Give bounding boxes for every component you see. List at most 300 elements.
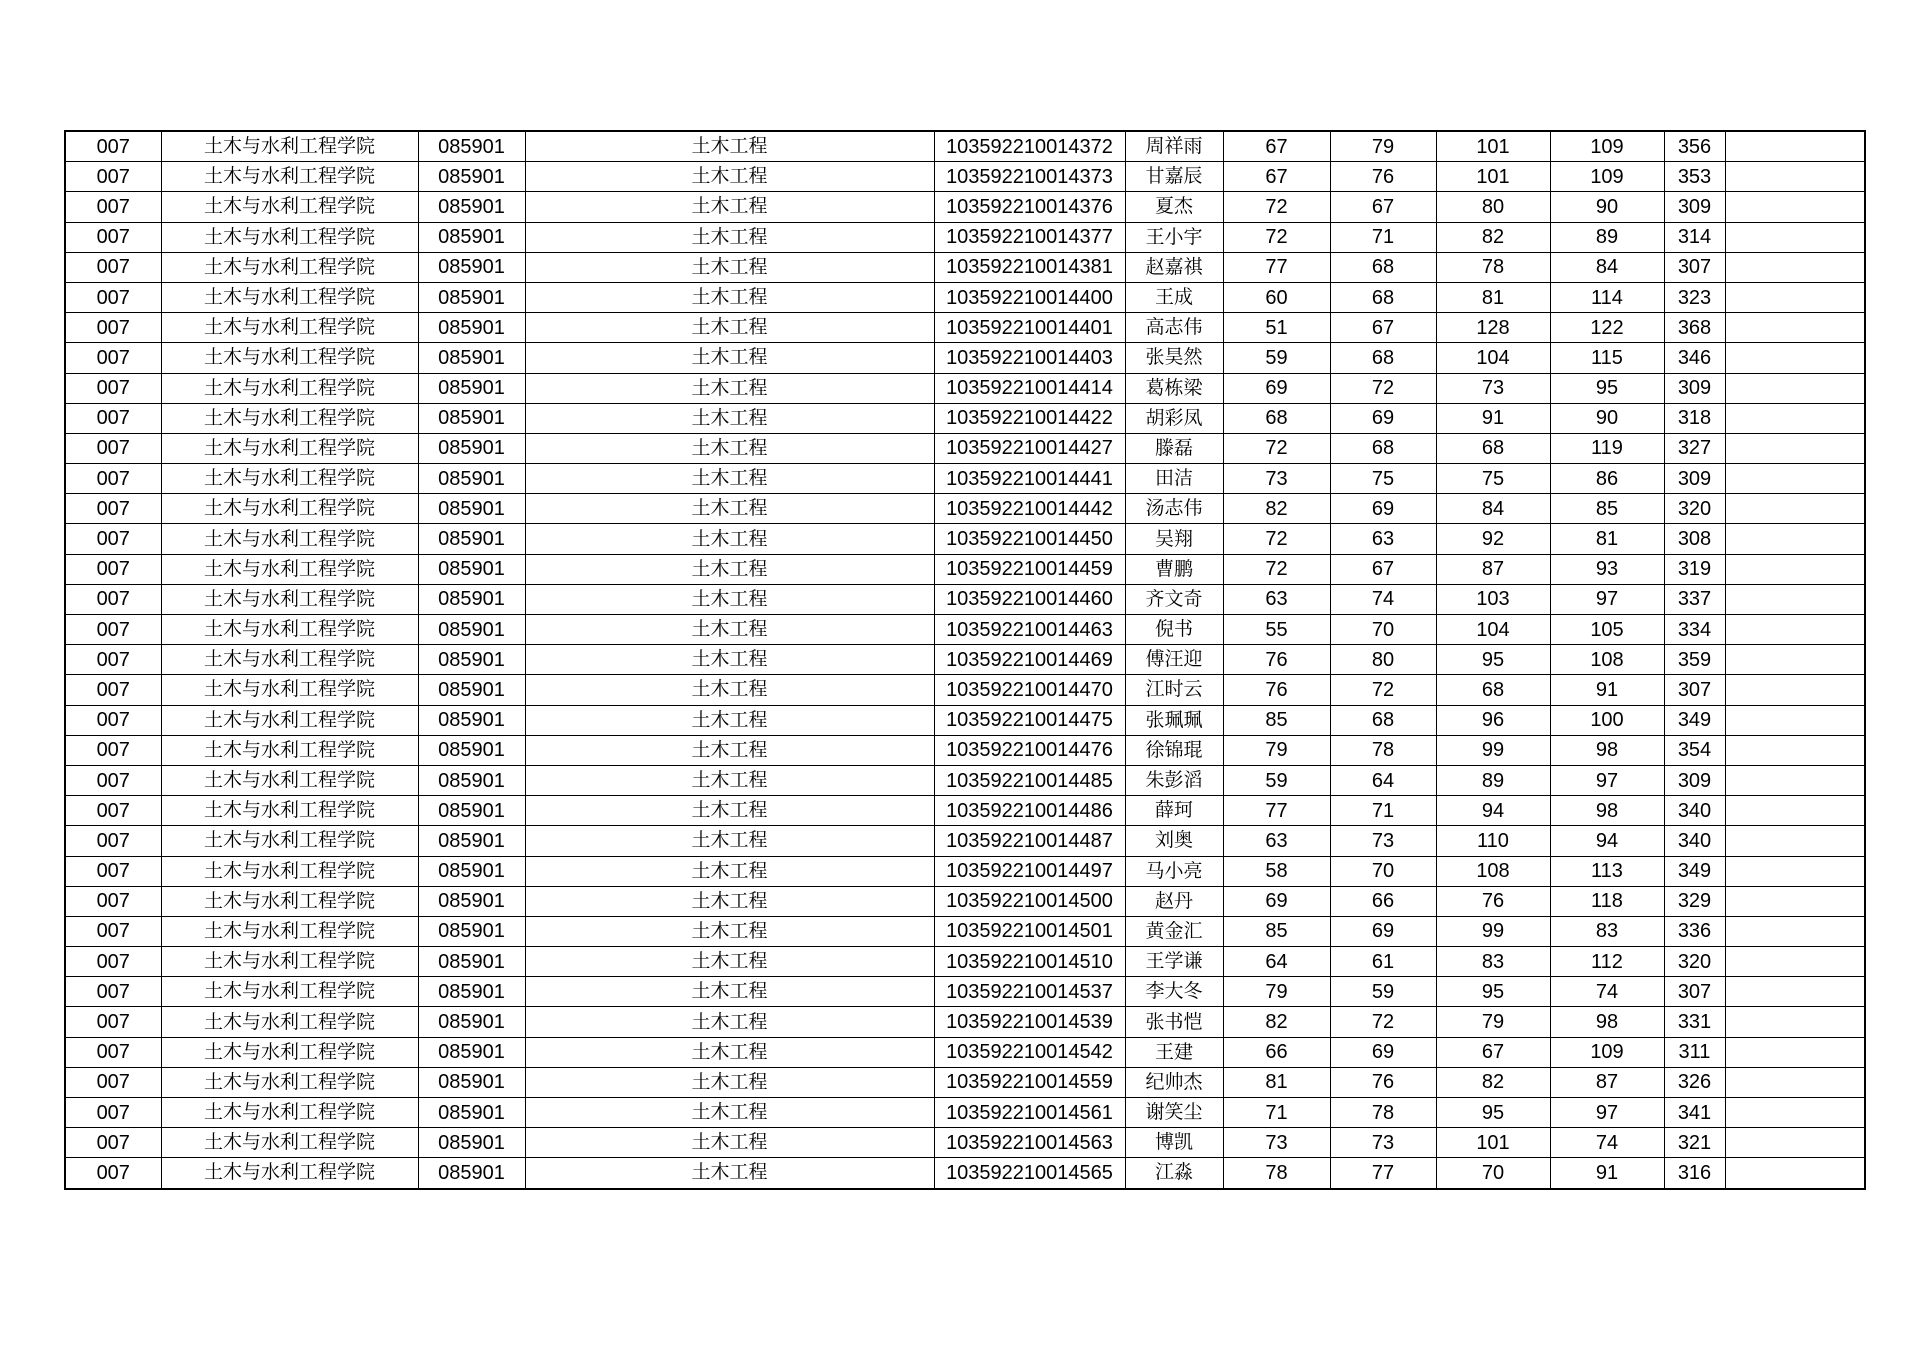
student-name-cell: 田洁 — [1125, 464, 1223, 494]
total-score-cell: 309 — [1664, 464, 1725, 494]
student-name-cell: 朱彭滔 — [1125, 765, 1223, 795]
score-4-cell: 84 — [1550, 252, 1664, 282]
score-2-cell: 69 — [1330, 494, 1436, 524]
major-name-cell: 土木工程 — [525, 856, 934, 886]
score-1-cell: 82 — [1223, 1007, 1330, 1037]
score-4-cell: 105 — [1550, 615, 1664, 645]
exam-id-cell: 103592210014476 — [934, 735, 1125, 765]
table-row — [65, 796, 1865, 826]
student-name-cell: 李大冬 — [1125, 977, 1223, 1007]
remarks-cell — [1725, 313, 1865, 343]
college-name-cell: 土木与水利工程学院 — [161, 584, 418, 614]
college-code-cell: 007 — [65, 252, 161, 282]
college-code-cell: 007 — [65, 645, 161, 675]
student-name-cell: 葛栋梁 — [1125, 373, 1223, 403]
total-score-cell: 320 — [1664, 947, 1725, 977]
major-name-cell: 土木工程 — [525, 584, 934, 614]
student-name-cell: 张书恺 — [1125, 1007, 1223, 1037]
score-1-cell: 64 — [1223, 947, 1330, 977]
table-row — [65, 162, 1865, 192]
score-4-cell: 83 — [1550, 916, 1664, 946]
college-name-cell: 土木与水利工程学院 — [161, 1007, 418, 1037]
score-3-cell: 91 — [1436, 403, 1550, 433]
student-name-cell: 滕磊 — [1125, 433, 1223, 463]
major-code-cell: 085901 — [418, 1158, 525, 1189]
major-name-cell: 土木工程 — [525, 977, 934, 1007]
student-name-cell: 周祥雨 — [1125, 131, 1223, 162]
score-1-cell: 63 — [1223, 584, 1330, 614]
major-code-cell: 085901 — [418, 1128, 525, 1158]
total-score-cell: 321 — [1664, 1128, 1725, 1158]
college-code-cell: 007 — [65, 1128, 161, 1158]
major-code-cell: 085901 — [418, 282, 525, 312]
college-code-cell: 007 — [65, 373, 161, 403]
major-code-cell: 085901 — [418, 645, 525, 675]
major-code-cell: 085901 — [418, 313, 525, 343]
table-row — [65, 735, 1865, 765]
student-name-cell: 傅汪迎 — [1125, 645, 1223, 675]
table-row — [65, 1067, 1865, 1097]
score-4-cell: 98 — [1550, 1007, 1664, 1037]
major-code-cell: 085901 — [418, 584, 525, 614]
score-3-cell: 104 — [1436, 343, 1550, 373]
exam-id-cell: 103592210014486 — [934, 796, 1125, 826]
student-name-cell: 高志伟 — [1125, 313, 1223, 343]
total-score-cell: 368 — [1664, 313, 1725, 343]
major-code-cell: 085901 — [418, 222, 525, 252]
exam-id-cell: 103592210014539 — [934, 1007, 1125, 1037]
major-name-cell: 土木工程 — [525, 192, 934, 222]
student-name-cell: 王学谦 — [1125, 947, 1223, 977]
table-row — [65, 1007, 1865, 1037]
score-3-cell: 99 — [1436, 735, 1550, 765]
score-3-cell: 108 — [1436, 856, 1550, 886]
student-name-cell: 刘奥 — [1125, 826, 1223, 856]
college-code-cell: 007 — [65, 765, 161, 795]
major-code-cell: 085901 — [418, 947, 525, 977]
exam-id-cell: 103592210014372 — [934, 131, 1125, 162]
score-4-cell: 115 — [1550, 343, 1664, 373]
college-name-cell: 土木与水利工程学院 — [161, 313, 418, 343]
score-3-cell: 83 — [1436, 947, 1550, 977]
college-name-cell: 土木与水利工程学院 — [161, 252, 418, 282]
score-4-cell: 90 — [1550, 403, 1664, 433]
table-row — [65, 403, 1865, 433]
remarks-cell — [1725, 373, 1865, 403]
score-1-cell: 85 — [1223, 705, 1330, 735]
total-score-cell: 349 — [1664, 705, 1725, 735]
student-name-cell: 博凯 — [1125, 1128, 1223, 1158]
exam-id-cell: 103592210014459 — [934, 554, 1125, 584]
remarks-cell — [1725, 615, 1865, 645]
exam-id-cell: 103592210014469 — [934, 645, 1125, 675]
college-name-cell: 土木与水利工程学院 — [161, 735, 418, 765]
exam-id-cell: 103592210014376 — [934, 192, 1125, 222]
major-code-cell: 085901 — [418, 252, 525, 282]
score-1-cell: 67 — [1223, 162, 1330, 192]
remarks-cell — [1725, 494, 1865, 524]
table-row — [65, 343, 1865, 373]
college-name-cell: 土木与水利工程学院 — [161, 916, 418, 946]
major-code-cell: 085901 — [418, 675, 525, 705]
student-name-cell: 曹鹏 — [1125, 554, 1223, 584]
major-name-cell: 土木工程 — [525, 554, 934, 584]
exam-id-cell: 103592210014563 — [934, 1128, 1125, 1158]
student-name-cell: 倪书 — [1125, 615, 1223, 645]
score-2-cell: 73 — [1330, 1128, 1436, 1158]
score-2-cell: 69 — [1330, 1037, 1436, 1067]
score-2-cell: 69 — [1330, 403, 1436, 433]
score-2-cell: 61 — [1330, 947, 1436, 977]
exam-id-cell: 103592210014441 — [934, 464, 1125, 494]
major-code-cell: 085901 — [418, 162, 525, 192]
college-code-cell: 007 — [65, 554, 161, 584]
exam-id-cell: 103592210014487 — [934, 826, 1125, 856]
major-name-cell: 土木工程 — [525, 464, 934, 494]
score-1-cell: 72 — [1223, 524, 1330, 554]
major-name-cell: 土木工程 — [525, 826, 934, 856]
remarks-cell — [1725, 252, 1865, 282]
score-3-cell: 101 — [1436, 162, 1550, 192]
college-code-cell: 007 — [65, 886, 161, 916]
college-code-cell: 007 — [65, 977, 161, 1007]
score-1-cell: 59 — [1223, 765, 1330, 795]
exam-id-cell: 103592210014460 — [934, 584, 1125, 614]
score-2-cell: 78 — [1330, 1098, 1436, 1128]
college-code-cell: 007 — [65, 524, 161, 554]
score-1-cell: 73 — [1223, 464, 1330, 494]
total-score-cell: 308 — [1664, 524, 1725, 554]
college-name-cell: 土木与水利工程学院 — [161, 977, 418, 1007]
score-4-cell: 87 — [1550, 1067, 1664, 1097]
major-name-cell: 土木工程 — [525, 222, 934, 252]
major-name-cell: 土木工程 — [525, 796, 934, 826]
major-code-cell: 085901 — [418, 796, 525, 826]
remarks-cell — [1725, 645, 1865, 675]
major-code-cell: 085901 — [418, 494, 525, 524]
total-score-cell: 307 — [1664, 675, 1725, 705]
major-code-cell: 085901 — [418, 1067, 525, 1097]
remarks-cell — [1725, 796, 1865, 826]
score-1-cell: 58 — [1223, 856, 1330, 886]
college-name-cell: 土木与水利工程学院 — [161, 343, 418, 373]
table-row — [65, 313, 1865, 343]
college-name-cell: 土木与水利工程学院 — [161, 1158, 418, 1189]
major-name-cell: 土木工程 — [525, 252, 934, 282]
college-code-cell: 007 — [65, 313, 161, 343]
remarks-cell — [1725, 1128, 1865, 1158]
score-3-cell: 67 — [1436, 1037, 1550, 1067]
score-1-cell: 68 — [1223, 403, 1330, 433]
total-score-cell: 349 — [1664, 856, 1725, 886]
score-2-cell: 68 — [1330, 433, 1436, 463]
score-4-cell: 86 — [1550, 464, 1664, 494]
score-1-cell: 72 — [1223, 554, 1330, 584]
exam-id-cell: 103592210014414 — [934, 373, 1125, 403]
exam-id-cell: 103592210014565 — [934, 1158, 1125, 1189]
major-name-cell: 土木工程 — [525, 433, 934, 463]
college-name-cell: 土木与水利工程学院 — [161, 554, 418, 584]
student-name-cell: 张珮珮 — [1125, 705, 1223, 735]
table-row — [65, 222, 1865, 252]
remarks-cell — [1725, 1158, 1865, 1189]
score-2-cell: 71 — [1330, 222, 1436, 252]
major-name-cell: 土木工程 — [525, 403, 934, 433]
score-3-cell: 84 — [1436, 494, 1550, 524]
college-name-cell: 土木与水利工程学院 — [161, 886, 418, 916]
table-body — [65, 131, 1865, 1189]
student-name-cell: 赵嘉祺 — [1125, 252, 1223, 282]
score-1-cell: 55 — [1223, 615, 1330, 645]
score-2-cell: 69 — [1330, 916, 1436, 946]
exam-id-cell: 103592210014427 — [934, 433, 1125, 463]
total-score-cell: 354 — [1664, 735, 1725, 765]
score-2-cell: 67 — [1330, 554, 1436, 584]
exam-id-cell: 103592210014497 — [934, 856, 1125, 886]
total-score-cell: 309 — [1664, 373, 1725, 403]
table-row — [65, 282, 1865, 312]
remarks-cell — [1725, 886, 1865, 916]
remarks-cell — [1725, 1067, 1865, 1097]
score-1-cell: 85 — [1223, 916, 1330, 946]
score-1-cell: 78 — [1223, 1158, 1330, 1189]
remarks-cell — [1725, 403, 1865, 433]
exam-id-cell: 103592210014401 — [934, 313, 1125, 343]
total-score-cell: 316 — [1664, 1158, 1725, 1189]
remarks-cell — [1725, 464, 1865, 494]
total-score-cell: 323 — [1664, 282, 1725, 312]
score-4-cell: 109 — [1550, 1037, 1664, 1067]
score-2-cell: 74 — [1330, 584, 1436, 614]
score-4-cell: 109 — [1550, 131, 1664, 162]
college-name-cell: 土木与水利工程学院 — [161, 131, 418, 162]
exam-id-cell: 103592210014450 — [934, 524, 1125, 554]
major-code-cell: 085901 — [418, 856, 525, 886]
remarks-cell — [1725, 675, 1865, 705]
remarks-cell — [1725, 282, 1865, 312]
score-2-cell: 68 — [1330, 705, 1436, 735]
score-4-cell: 97 — [1550, 765, 1664, 795]
college-code-cell: 007 — [65, 826, 161, 856]
exam-id-cell: 103592210014377 — [934, 222, 1125, 252]
major-name-cell: 土木工程 — [525, 765, 934, 795]
exam-id-cell: 103592210014442 — [934, 494, 1125, 524]
student-name-cell: 汤志伟 — [1125, 494, 1223, 524]
major-name-cell: 土木工程 — [525, 1098, 934, 1128]
table-row — [65, 705, 1865, 735]
college-code-cell: 007 — [65, 584, 161, 614]
score-2-cell: 70 — [1330, 856, 1436, 886]
score-2-cell: 72 — [1330, 373, 1436, 403]
college-code-cell: 007 — [65, 1067, 161, 1097]
college-name-cell: 土木与水利工程学院 — [161, 524, 418, 554]
major-code-cell: 085901 — [418, 433, 525, 463]
score-3-cell: 79 — [1436, 1007, 1550, 1037]
major-code-cell: 085901 — [418, 554, 525, 584]
remarks-cell — [1725, 916, 1865, 946]
total-score-cell: 336 — [1664, 916, 1725, 946]
score-3-cell: 87 — [1436, 554, 1550, 584]
college-code-cell: 007 — [65, 222, 161, 252]
remarks-cell — [1725, 705, 1865, 735]
score-4-cell: 119 — [1550, 433, 1664, 463]
total-score-cell: 331 — [1664, 1007, 1725, 1037]
score-4-cell: 118 — [1550, 886, 1664, 916]
student-name-cell: 张昊然 — [1125, 343, 1223, 373]
major-name-cell: 土木工程 — [525, 131, 934, 162]
score-table — [64, 130, 1866, 1190]
table-row — [65, 1037, 1865, 1067]
major-name-cell: 土木工程 — [525, 916, 934, 946]
score-4-cell: 113 — [1550, 856, 1664, 886]
table-row — [65, 494, 1865, 524]
table-row — [65, 554, 1865, 584]
exam-id-cell: 103592210014400 — [934, 282, 1125, 312]
score-2-cell: 67 — [1330, 192, 1436, 222]
remarks-cell — [1725, 947, 1865, 977]
major-code-cell: 085901 — [418, 1037, 525, 1067]
student-name-cell: 王小宇 — [1125, 222, 1223, 252]
score-2-cell: 59 — [1330, 977, 1436, 1007]
college-code-cell: 007 — [65, 433, 161, 463]
major-code-cell: 085901 — [418, 343, 525, 373]
college-name-cell: 土木与水利工程学院 — [161, 192, 418, 222]
table-row — [65, 464, 1865, 494]
score-3-cell: 95 — [1436, 645, 1550, 675]
college-name-cell: 土木与水利工程学院 — [161, 373, 418, 403]
exam-id-cell: 103592210014422 — [934, 403, 1125, 433]
total-score-cell: 320 — [1664, 494, 1725, 524]
score-1-cell: 76 — [1223, 675, 1330, 705]
total-score-cell: 337 — [1664, 584, 1725, 614]
college-code-cell: 007 — [65, 494, 161, 524]
major-name-cell: 土木工程 — [525, 1128, 934, 1158]
score-4-cell: 74 — [1550, 977, 1664, 1007]
score-2-cell: 72 — [1330, 1007, 1436, 1037]
score-2-cell: 68 — [1330, 252, 1436, 282]
college-code-cell: 007 — [65, 735, 161, 765]
remarks-cell — [1725, 584, 1865, 614]
college-code-cell: 007 — [65, 615, 161, 645]
table-row — [65, 826, 1865, 856]
remarks-cell — [1725, 343, 1865, 373]
college-name-cell: 土木与水利工程学院 — [161, 494, 418, 524]
student-name-cell: 王成 — [1125, 282, 1223, 312]
college-name-cell: 土木与水利工程学院 — [161, 826, 418, 856]
college-code-cell: 007 — [65, 464, 161, 494]
major-name-cell: 土木工程 — [525, 735, 934, 765]
score-2-cell: 63 — [1330, 524, 1436, 554]
score-1-cell: 73 — [1223, 1128, 1330, 1158]
student-name-cell: 胡彩凤 — [1125, 403, 1223, 433]
score-3-cell: 75 — [1436, 464, 1550, 494]
table-row — [65, 886, 1865, 916]
total-score-cell: 334 — [1664, 615, 1725, 645]
student-name-cell: 江淼 — [1125, 1158, 1223, 1189]
college-name-cell: 土木与水利工程学院 — [161, 765, 418, 795]
major-name-cell: 土木工程 — [525, 1158, 934, 1189]
student-name-cell: 甘嘉辰 — [1125, 162, 1223, 192]
total-score-cell: 309 — [1664, 192, 1725, 222]
total-score-cell: 341 — [1664, 1098, 1725, 1128]
score-4-cell: 114 — [1550, 282, 1664, 312]
score-1-cell: 66 — [1223, 1037, 1330, 1067]
total-score-cell: 359 — [1664, 645, 1725, 675]
score-3-cell: 92 — [1436, 524, 1550, 554]
score-4-cell: 81 — [1550, 524, 1664, 554]
student-name-cell: 马小亮 — [1125, 856, 1223, 886]
score-2-cell: 76 — [1330, 1067, 1436, 1097]
table-row — [65, 192, 1865, 222]
score-3-cell: 94 — [1436, 796, 1550, 826]
major-name-cell: 土木工程 — [525, 494, 934, 524]
score-4-cell: 74 — [1550, 1128, 1664, 1158]
score-1-cell: 79 — [1223, 977, 1330, 1007]
college-name-cell: 土木与水利工程学院 — [161, 705, 418, 735]
score-3-cell: 96 — [1436, 705, 1550, 735]
student-name-cell: 黄金汇 — [1125, 916, 1223, 946]
score-3-cell: 68 — [1436, 433, 1550, 463]
total-score-cell: 356 — [1664, 131, 1725, 162]
score-4-cell: 112 — [1550, 947, 1664, 977]
remarks-cell — [1725, 192, 1865, 222]
score-2-cell: 64 — [1330, 765, 1436, 795]
major-code-cell: 085901 — [418, 886, 525, 916]
score-3-cell: 89 — [1436, 765, 1550, 795]
college-code-cell: 007 — [65, 282, 161, 312]
score-1-cell: 69 — [1223, 886, 1330, 916]
score-4-cell: 97 — [1550, 1098, 1664, 1128]
major-name-cell: 土木工程 — [525, 343, 934, 373]
remarks-cell — [1725, 1098, 1865, 1128]
remarks-cell — [1725, 977, 1865, 1007]
score-2-cell: 67 — [1330, 313, 1436, 343]
score-2-cell: 70 — [1330, 615, 1436, 645]
total-score-cell: 340 — [1664, 796, 1725, 826]
score-3-cell: 99 — [1436, 916, 1550, 946]
score-1-cell: 77 — [1223, 796, 1330, 826]
major-code-cell: 085901 — [418, 735, 525, 765]
score-2-cell: 71 — [1330, 796, 1436, 826]
remarks-cell — [1725, 856, 1865, 886]
exam-id-cell: 103592210014463 — [934, 615, 1125, 645]
table-row — [65, 947, 1865, 977]
remarks-cell — [1725, 162, 1865, 192]
exam-id-cell: 103592210014381 — [934, 252, 1125, 282]
total-score-cell: 318 — [1664, 403, 1725, 433]
college-name-cell: 土木与水利工程学院 — [161, 162, 418, 192]
remarks-cell — [1725, 524, 1865, 554]
student-name-cell: 纪帅杰 — [1125, 1067, 1223, 1097]
exam-id-cell: 103592210014470 — [934, 675, 1125, 705]
major-name-cell: 土木工程 — [525, 313, 934, 343]
score-2-cell: 78 — [1330, 735, 1436, 765]
student-name-cell: 吴翔 — [1125, 524, 1223, 554]
remarks-cell — [1725, 826, 1865, 856]
major-code-cell: 085901 — [418, 826, 525, 856]
major-name-cell: 土木工程 — [525, 1007, 934, 1037]
table-row — [65, 584, 1865, 614]
score-1-cell: 71 — [1223, 1098, 1330, 1128]
remarks-cell — [1725, 433, 1865, 463]
score-2-cell: 73 — [1330, 826, 1436, 856]
score-4-cell: 108 — [1550, 645, 1664, 675]
table-row — [65, 856, 1865, 886]
major-code-cell: 085901 — [418, 705, 525, 735]
table-row — [65, 645, 1865, 675]
score-2-cell: 80 — [1330, 645, 1436, 675]
college-name-cell: 土木与水利工程学院 — [161, 675, 418, 705]
